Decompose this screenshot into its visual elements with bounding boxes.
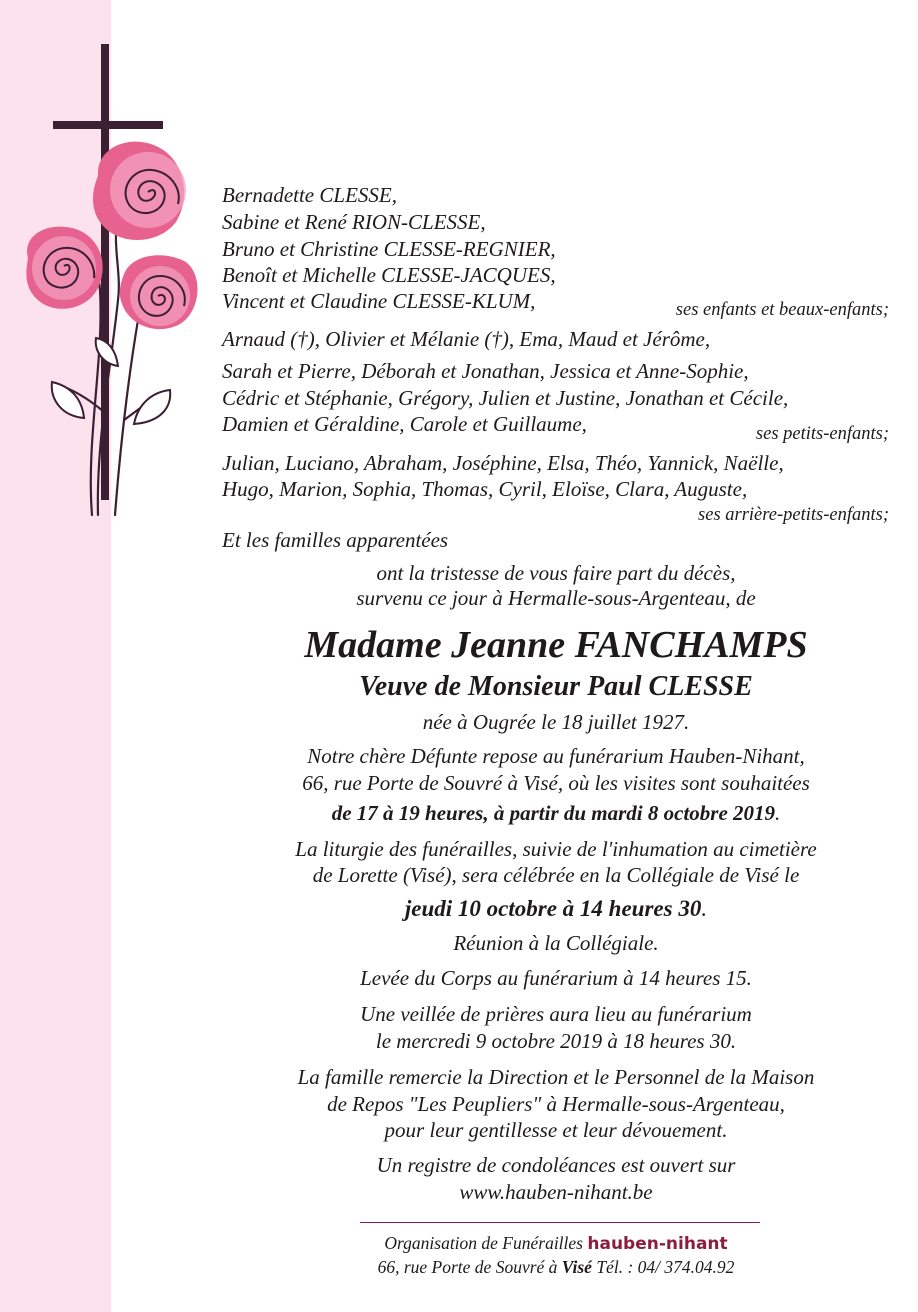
footer-divider: [360, 1222, 760, 1223]
related-families: Et les familles apparentées: [222, 528, 449, 552]
family-line: Hugo, Marion, Sophia, Thomas, Cyril, Eloïse, Clara, Auguste,: [222, 477, 748, 501]
great-grandchildren-role: ses arrière-petits-enfants;: [698, 505, 889, 525]
register-info: Un registre de condoléances est ouvert sur: [376, 1153, 736, 1177]
footer-address: 66, rue Porte de Souvré à Visé Tél. : 04/ 374.04.92: [377, 1257, 735, 1277]
visit-hours: de 17 à 19 heures, à partir du mardi 8 octobre 2019.: [331, 801, 781, 825]
meeting-info: Réunion à la Collégiale.: [453, 931, 659, 955]
cross-and-roses-illustration: [0, 0, 200, 530]
rose-right: [120, 255, 198, 329]
children-role: ses enfants et beaux-enfants;: [675, 300, 889, 320]
announcement-line: survenu ce jour à Hermalle-sous-Argenteau, de: [356, 586, 756, 610]
liturgy-info: de Lorette (Visé), sera célébrée en la Collégiale de Visé le: [312, 863, 800, 887]
thanks-info: pour leur gentillesse et leur dévouement.: [384, 1118, 728, 1142]
thanks-info: La famille remercie la Direction et le Personnel de la Maison: [297, 1065, 815, 1089]
family-line: Damien et Géraldine, Carole et Guillaume,: [222, 412, 587, 436]
footer-organisation: Organisation de Funérailles hauben-nihant: [384, 1233, 728, 1254]
brand-logo: hauben-nihant: [587, 1234, 728, 1254]
family-line: Benoît et Michelle CLESSE-JACQUES,: [222, 263, 556, 287]
rest-info: Notre chère Défunte repose au funérarium Hauben-Nihant,: [307, 744, 805, 768]
birth-info: née à Ougrée le 18 juillet 1927.: [422, 710, 690, 734]
deceased-name: Madame Jeanne FANCHAMPS: [304, 624, 808, 666]
family-line: Sabine et René RION-CLESSE,: [222, 210, 486, 234]
rose-top: [93, 142, 186, 240]
family-line: Julian, Luciano, Abraham, Joséphine, Elsa, Théo, Yannick, Naëlle,: [222, 451, 784, 475]
family-line: Bruno et Christine CLESSE-REGNIER,: [222, 237, 556, 261]
vigil-info: le mercredi 9 octobre 2019 à 18 heures 30.: [375, 1029, 737, 1053]
family-line: Sarah et Pierre, Déborah et Jonathan, Jessica et Anne-Sophie,: [222, 359, 749, 383]
grandchildren-role: ses petits-enfants;: [755, 424, 889, 444]
vigil-info: Une veillée de prières aura lieu au funérarium: [360, 1002, 752, 1026]
register-url[interactable]: www.hauben-nihant.be: [459, 1180, 653, 1204]
levee-info: Levée du Corps au funérarium à 14 heures 15.: [360, 966, 752, 990]
family-line: Vincent et Claudine CLESSE-KLUM,: [222, 289, 536, 313]
family-line: Bernadette CLESSE,: [222, 183, 397, 207]
announcement-line: ont la tristesse de vous faire part du décès,: [376, 561, 736, 585]
family-line: Cédric et Stéphanie, Grégory, Julien et Justine, Jonathan et Cécile,: [222, 386, 789, 410]
funeral-date: jeudi 10 octobre à 14 heures 30.: [404, 896, 708, 921]
rose-left: [26, 227, 102, 309]
rest-info: 66, rue Porte de Souvré à Visé, où les visites sont souhaitées: [302, 771, 810, 795]
widow-of: Veuve de Monsieur Paul CLESSE: [359, 671, 753, 702]
thanks-info: de Repos "Les Peupliers" à Hermalle-sous-Argenteau,: [327, 1092, 785, 1116]
liturgy-info: La liturgie des funérailles, suivie de l'inhumation au cimetière: [295, 837, 817, 861]
family-line: Arnaud (†), Olivier et Mélanie (†), Ema, Maud et Jérôme,: [222, 327, 711, 351]
